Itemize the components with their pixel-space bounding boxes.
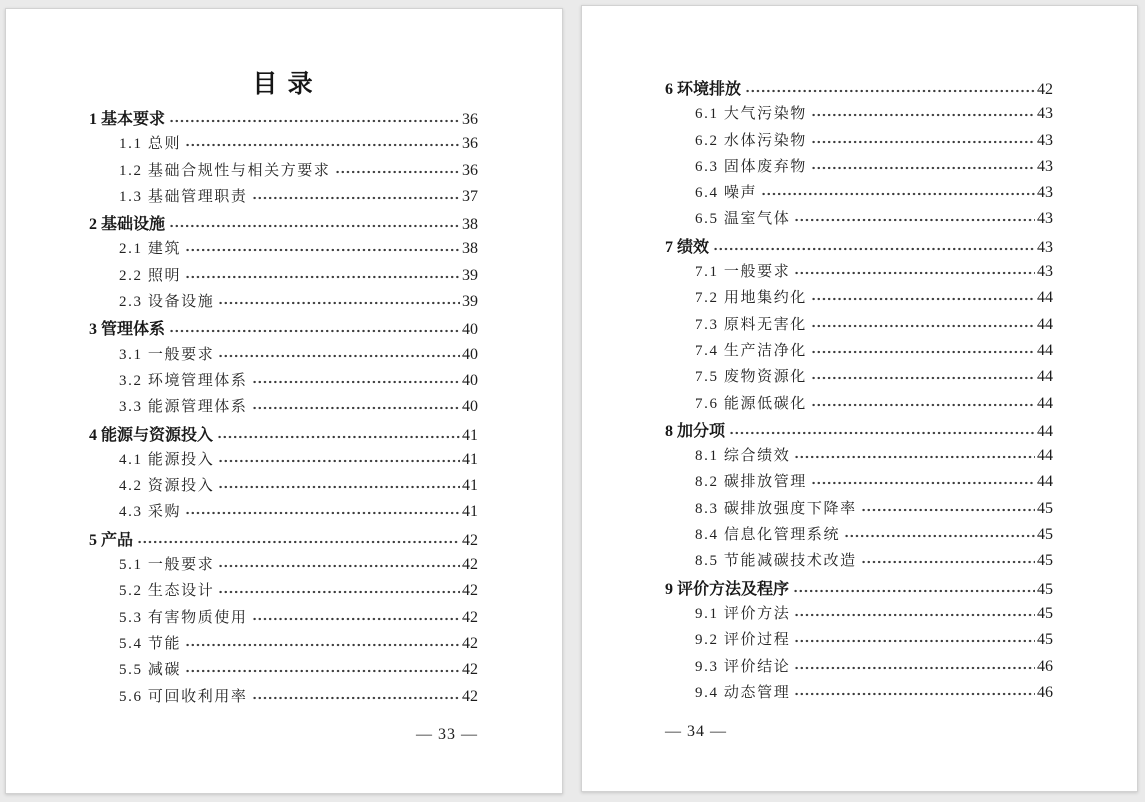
toc-entry[interactable]	[89, 579, 478, 605]
toc-entry-label: 9 评价方法及程序	[665, 580, 790, 598]
toc-entry[interactable]	[89, 448, 478, 474]
toc-entry-label: 4.1 能源投入	[119, 451, 215, 468]
toc-entry-label: 5.1 一般要求	[119, 557, 215, 574]
dot-leader	[185, 510, 460, 516]
toc-entry-page-number: 42	[462, 556, 478, 574]
toc-entry[interactable]	[89, 185, 478, 211]
toc-entry-page-number: 44	[1037, 315, 1053, 333]
dot-leader	[811, 349, 1035, 355]
toc-entry[interactable]	[665, 523, 1053, 549]
dot-leader	[185, 142, 460, 148]
toc-entry-page-number: 43	[1037, 184, 1053, 202]
dot-leader	[794, 691, 1035, 697]
toc-entry-label: 9.4 动态管理	[695, 684, 791, 701]
toc-entry-label: 2.1 建筑	[119, 241, 182, 258]
dot-leader	[252, 695, 460, 701]
dot-leader	[811, 375, 1035, 381]
toc-entry-label: 6 环境排放	[665, 81, 742, 98]
dot-leader	[811, 112, 1035, 118]
dot-leader	[185, 247, 460, 253]
toc-entry-page-number: 45	[1037, 526, 1053, 544]
dot-leader	[252, 195, 460, 201]
toc-entry-page-number: 42	[462, 531, 478, 549]
toc-entry-page-number: 40	[462, 321, 478, 339]
toc-entry[interactable]	[665, 207, 1053, 233]
dot-leader	[218, 589, 460, 595]
toc-entry[interactable]	[89, 343, 478, 369]
toc-entry-page-number: 41	[462, 477, 478, 495]
dot-leader	[745, 88, 1035, 94]
toc-entry[interactable]	[89, 500, 478, 526]
toc-entry-label: 8.4 信息化管理系统	[695, 527, 841, 544]
toc-entry[interactable]	[89, 553, 478, 579]
dot-leader	[811, 139, 1035, 145]
toc-entry-label: 6.4 噪声	[695, 185, 758, 202]
toc-list-page-33	[89, 106, 478, 711]
dot-leader	[794, 217, 1035, 223]
dot-leader	[761, 191, 1035, 197]
dot-leader	[794, 665, 1035, 671]
toc-entry-page-number: 45	[1037, 604, 1053, 622]
toc-entry[interactable]	[89, 632, 478, 658]
toc-entry[interactable]	[665, 497, 1053, 523]
toc-entry[interactable]	[665, 365, 1053, 391]
toc-entry-label: 5.2 生态设计	[119, 583, 215, 600]
toc-entry-page-number: 43	[1037, 263, 1053, 281]
toc-entry-label: 3 管理体系	[89, 321, 166, 339]
toc-entry-page-number: 43	[1037, 105, 1053, 123]
toc-entry-label: 9.2 评价过程	[695, 632, 791, 649]
toc-entry[interactable]	[89, 237, 478, 263]
toc-entry[interactable]	[665, 444, 1053, 470]
toc-entry-label: 2.3 设备设施	[119, 294, 215, 311]
toc-entry[interactable]	[665, 392, 1053, 418]
toc-entry[interactable]	[89, 264, 478, 290]
toc-entry-label: 5 产品	[89, 531, 134, 549]
toc-entry-page-number: 44	[1037, 368, 1053, 386]
toc-entry-label: 2.2 照明	[119, 267, 182, 284]
toc-entry-page-number: 36	[462, 161, 478, 179]
dot-leader	[713, 246, 1035, 252]
toc-entry-label: 8.3 碳排放强度下降率	[695, 500, 857, 517]
toc-entry[interactable]	[89, 606, 478, 632]
dot-leader	[794, 638, 1035, 644]
dot-leader	[185, 642, 460, 648]
toc-entry[interactable]	[89, 369, 478, 395]
toc-entry-label: 9.1 评价方法	[695, 605, 791, 622]
dot-leader	[794, 612, 1035, 618]
toc-entry-page-number: 42	[1037, 81, 1053, 98]
toc-entry[interactable]	[89, 106, 478, 132]
toc-entry-label: 3.2 环境管理体系	[119, 372, 248, 389]
dot-leader	[185, 274, 460, 280]
toc-entry-page-number: 45	[1037, 580, 1053, 598]
toc-entry[interactable]	[665, 418, 1053, 444]
toc-entry-page-number: 43	[1037, 238, 1053, 256]
toc-entry[interactable]	[665, 655, 1053, 681]
toc-entry-label: 6.1 大气污染物	[695, 106, 807, 123]
toc-entry[interactable]	[665, 102, 1053, 128]
toc-entry-page-number: 44	[1037, 473, 1053, 491]
toc-entry-page-number: 46	[1037, 683, 1053, 701]
toc-entry-page-number: 43	[1037, 131, 1053, 149]
document-page-33	[5, 8, 563, 794]
toc-entry-page-number: 40	[462, 398, 478, 416]
toc-entry[interactable]	[665, 576, 1053, 602]
dot-leader	[169, 223, 460, 229]
dot-leader	[729, 430, 1035, 436]
toc-entry-label: 4.2 资源投入	[119, 478, 215, 495]
toc-entry-label: 7.2 用地集约化	[695, 290, 807, 307]
toc-entry-label: 8.5 节能减碳技术改造	[695, 553, 857, 570]
toc-entry[interactable]	[665, 181, 1053, 207]
page-number-footer-33: — 33 —	[416, 726, 478, 743]
dot-leader	[844, 533, 1035, 539]
toc-entry-label: 8.2 碳排放管理	[695, 474, 807, 491]
toc-entry-label: 1 基本要求	[89, 111, 166, 128]
toc-entry[interactable]	[665, 628, 1053, 654]
dot-leader	[252, 616, 460, 622]
toc-entry-label: 3.3 能源管理体系	[119, 399, 248, 416]
toc-entry-page-number: 46	[1037, 657, 1053, 675]
toc-entry[interactable]	[89, 211, 478, 237]
toc-entry-page-number: 37	[462, 187, 478, 205]
toc-entry-page-number: 44	[1037, 289, 1053, 307]
toc-entry-label: 1.1 总则	[119, 136, 182, 153]
toc-entry-label: 7.3 原料无害化	[695, 316, 807, 333]
toc-entry-label: 5.3 有害物质使用	[119, 609, 248, 626]
toc-entry-page-number: 36	[462, 111, 478, 128]
toc-entry[interactable]	[665, 470, 1053, 496]
toc-entry-page-number: 43	[1037, 210, 1053, 228]
toc-entry[interactable]	[665, 313, 1053, 339]
toc-entry-label: 3.1 一般要求	[119, 346, 215, 363]
dot-leader	[185, 668, 460, 674]
dot-leader	[335, 169, 460, 175]
toc-entry[interactable]	[89, 422, 478, 448]
toc-entry[interactable]	[89, 474, 478, 500]
toc-entry-label: 5.5 减碳	[119, 662, 182, 679]
toc-entry-label: 7.1 一般要求	[695, 264, 791, 281]
toc-entry-page-number: 42	[462, 687, 478, 705]
toc-entry-label: 7.4 生产洁净化	[695, 342, 807, 359]
toc-entry[interactable]	[665, 681, 1053, 707]
toc-entry-label: 5.4 节能	[119, 635, 182, 652]
toc-entry-label: 6.3 固体废弃物	[695, 158, 807, 175]
toc-entry[interactable]	[89, 159, 478, 185]
toc-entry-label: 8.1 综合绩效	[695, 448, 791, 465]
toc-entry-label: 7.6 能源低碳化	[695, 395, 807, 412]
dot-leader	[218, 563, 460, 569]
dot-leader	[811, 296, 1035, 302]
toc-entry[interactable]	[665, 286, 1053, 312]
toc-entry-page-number: 41	[462, 426, 478, 444]
dot-leader	[169, 118, 460, 124]
toc-entry[interactable]	[89, 290, 478, 316]
toc-entry-label: 2 基础设施	[89, 216, 166, 234]
toc-title: 目 录	[252, 71, 315, 98]
toc-entry[interactable]	[89, 527, 478, 553]
dot-leader	[169, 328, 460, 334]
toc-entry-page-number: 44	[1037, 341, 1053, 359]
toc-entry-page-number: 45	[1037, 552, 1053, 570]
toc-entry[interactable]	[89, 316, 478, 342]
document-page-34	[581, 5, 1138, 792]
dot-leader	[861, 507, 1035, 513]
toc-entry-page-number: 42	[462, 582, 478, 600]
toc-list-page-34	[665, 76, 1053, 707]
dot-leader	[793, 588, 1035, 594]
toc-entry-label: 8 加分项	[665, 422, 726, 440]
dot-leader	[811, 323, 1035, 329]
toc-entry-label: 1.3 基础管理职责	[119, 188, 248, 205]
toc-entry-page-number: 44	[1037, 394, 1053, 412]
dot-leader	[218, 484, 460, 490]
toc-entry-page-number: 45	[1037, 499, 1053, 517]
toc-entry-label: 7 绩效	[665, 238, 710, 256]
toc-entry-page-number: 45	[1037, 631, 1053, 649]
toc-entry[interactable]	[89, 658, 478, 684]
dot-leader	[252, 405, 460, 411]
toc-entry-label: 7.5 废物资源化	[695, 369, 807, 386]
dot-leader	[794, 270, 1035, 276]
dot-leader	[218, 300, 460, 306]
dot-leader	[217, 434, 460, 440]
toc-entry[interactable]	[665, 260, 1053, 286]
dot-leader	[218, 353, 460, 359]
toc-entry[interactable]	[665, 76, 1053, 102]
dot-leader	[137, 539, 460, 545]
toc-entry[interactable]	[665, 602, 1053, 628]
dot-leader	[811, 402, 1035, 408]
toc-entry-page-number: 40	[462, 371, 478, 389]
toc-entry-page-number: 41	[462, 450, 478, 468]
toc-entry-label: 6.5 温室气体	[695, 211, 791, 228]
page-number-footer-34: — 34 —	[665, 723, 727, 740]
toc-entry-label: 5.6 可回收利用率	[119, 688, 248, 705]
toc-entry-page-number: 42	[462, 634, 478, 652]
toc-entry-page-number: 43	[1037, 157, 1053, 175]
toc-entry-page-number: 38	[462, 240, 478, 258]
dot-leader	[218, 458, 460, 464]
toc-entry-page-number: 38	[462, 216, 478, 234]
toc-entry[interactable]	[89, 395, 478, 421]
toc-entry[interactable]	[665, 234, 1053, 260]
toc-entry-page-number: 44	[1037, 422, 1053, 440]
toc-entry[interactable]	[665, 129, 1053, 155]
toc-entry-page-number: 40	[462, 345, 478, 363]
toc-entry-label: 4 能源与资源投入	[89, 426, 214, 444]
toc-entry[interactable]	[665, 549, 1053, 575]
toc-entry-label: 1.2 基础合规性与相关方要求	[119, 162, 331, 179]
toc-entry[interactable]	[89, 685, 478, 711]
toc-entry[interactable]	[89, 132, 478, 158]
toc-entry[interactable]	[665, 155, 1053, 181]
toc-entry-page-number: 44	[1037, 447, 1053, 465]
toc-entry-page-number: 39	[462, 266, 478, 284]
toc-entry-page-number: 42	[462, 661, 478, 679]
dot-leader	[252, 379, 460, 385]
toc-entry-label: 9.3 评价结论	[695, 658, 791, 675]
dot-leader	[811, 165, 1035, 171]
toc-entry-page-number: 41	[462, 503, 478, 521]
dot-leader	[861, 559, 1035, 565]
toc-entry[interactable]	[665, 339, 1053, 365]
toc-entry-page-number: 36	[462, 135, 478, 153]
dot-leader	[811, 480, 1035, 486]
toc-entry-label: 4.3 采购	[119, 504, 182, 521]
dot-leader	[794, 454, 1035, 460]
toc-entry-label: 6.2 水体污染物	[695, 132, 807, 149]
toc-entry-page-number: 42	[462, 608, 478, 626]
toc-entry-page-number: 39	[462, 293, 478, 311]
